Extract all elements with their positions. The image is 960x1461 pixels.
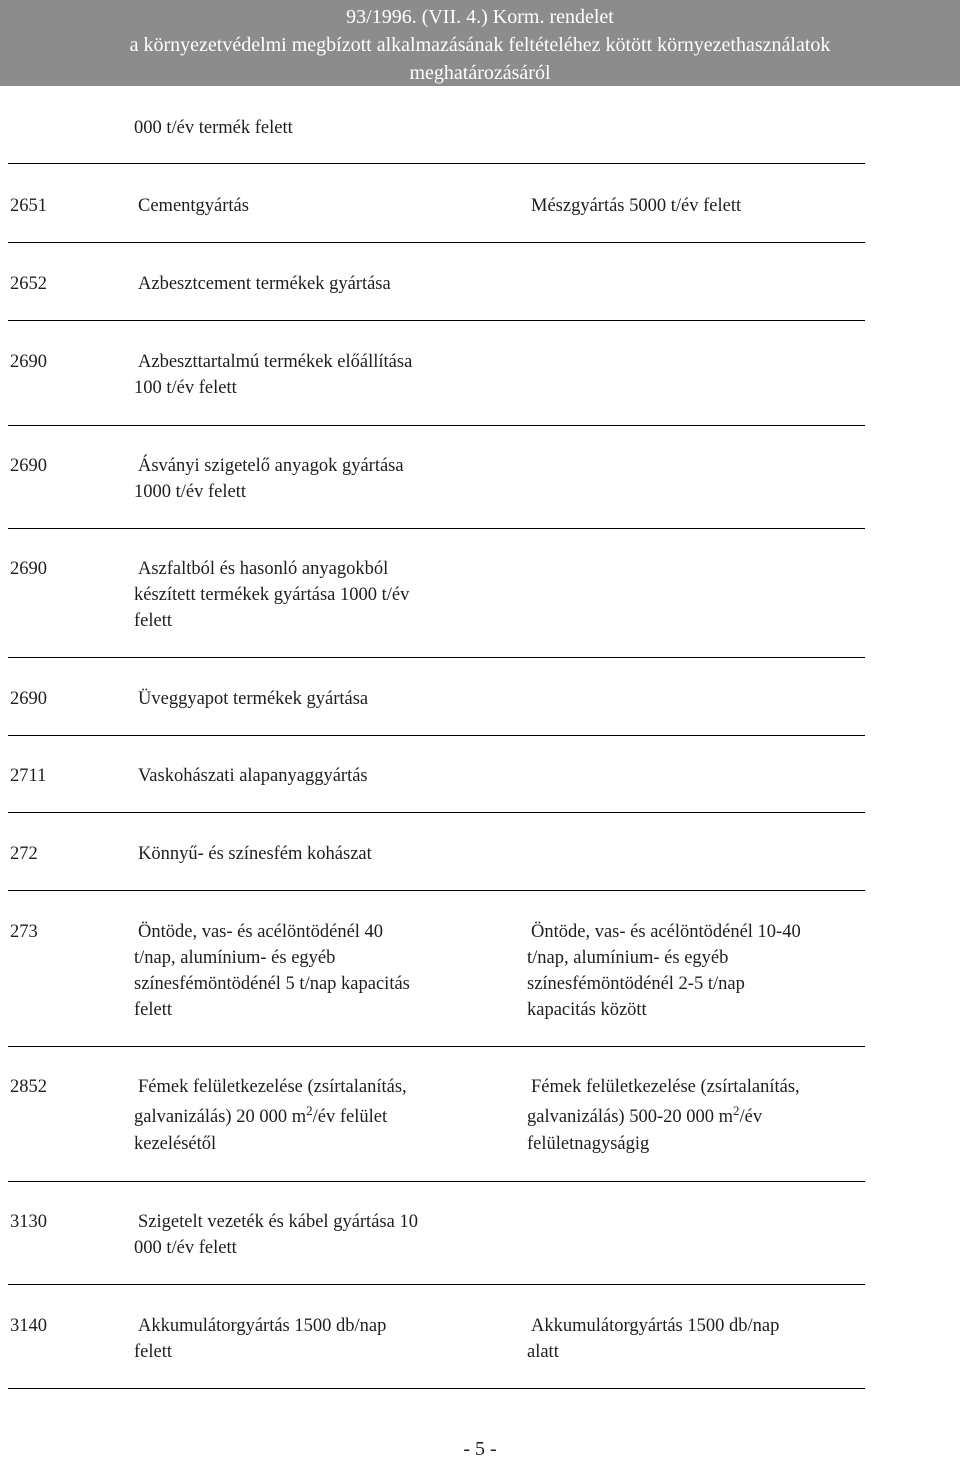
row-text: Öntöde, vas- és acélöntödénél 40 xyxy=(138,922,384,942)
divider xyxy=(8,242,865,243)
row-threshold-text: Mészgyártás 5000 t/év felett xyxy=(531,196,742,216)
divider xyxy=(8,1046,865,1047)
row-code: 2652 xyxy=(10,274,47,294)
row-text: kezelésétől xyxy=(134,1134,217,1154)
divider xyxy=(8,320,865,321)
row-text: Könnyű- és színesfém kohászat xyxy=(138,844,372,864)
header-line-1: 93/1996. (VII. 4.) Korm. rendelet xyxy=(346,6,614,28)
document-header xyxy=(0,0,960,86)
row-text: Fémek felületkezelése (zsírtalanítás, xyxy=(138,1077,407,1097)
row-code: 3130 xyxy=(10,1212,47,1232)
row-code: 2690 xyxy=(10,689,47,709)
row-threshold-text: alatt xyxy=(527,1342,559,1362)
divider xyxy=(8,890,865,891)
row-text: készített termékek gyártása 1000 t/év xyxy=(134,585,410,605)
row-threshold-text: t/nap, alumínium- és egyéb xyxy=(527,948,729,968)
row-text: Ásványi szigetelő anyagok gyártása xyxy=(138,456,404,476)
row-code: 2690 xyxy=(10,456,47,476)
divider xyxy=(8,528,865,529)
row-text: Cementgyártás xyxy=(138,196,249,216)
divider xyxy=(8,812,865,813)
row-code: 273 xyxy=(10,922,38,942)
row-text: Üveggyapot termékek gyártása xyxy=(138,689,369,709)
row-text: felett xyxy=(134,611,173,631)
row-text: színesfémöntödénél 5 t/nap kapacitás xyxy=(134,974,410,994)
page-number: - 5 - xyxy=(463,1438,497,1460)
row-text: felett xyxy=(134,1342,173,1362)
row-code: 3140 xyxy=(10,1316,47,1336)
divider xyxy=(8,425,865,426)
row-text: Vaskohászati alapanyaggyártás xyxy=(138,766,368,786)
row-code: 272 xyxy=(10,844,38,864)
row-text: Aszfaltból és hasonló anyagokból xyxy=(138,559,389,579)
row-threshold-text: kapacitás között xyxy=(527,1000,647,1020)
row-code: 2690 xyxy=(10,352,47,372)
divider xyxy=(8,1284,865,1285)
header-line-3: meghatározásáról xyxy=(409,62,551,84)
row-code: 2690 xyxy=(10,559,47,579)
row-threshold-text: színesfémöntödénél 2-5 t/nap xyxy=(527,974,745,994)
row-code: 2852 xyxy=(10,1077,47,1097)
row-code: 2651 xyxy=(10,196,47,216)
row-text: Azbesztcement termékek gyártása xyxy=(138,274,391,294)
row-threshold-text: Akkumulátorgyártás 1500 db/nap xyxy=(531,1316,780,1336)
row-code: 2711 xyxy=(10,766,47,786)
row-text-with-unit: galvanizálás) 20 000 $m^2/év$ felület xyxy=(134,1103,388,1127)
row-text: felett xyxy=(134,1000,173,1020)
row-text: 100 t/év felett xyxy=(134,378,237,398)
row-text: Szigetelt vezeték és kábel gyártása 10 xyxy=(138,1212,418,1232)
divider xyxy=(8,657,865,658)
row-threshold-text: felületnagyságig xyxy=(527,1134,650,1154)
row-threshold-text-with-unit: galvanizálás) 500-20 000 $m^2/év$ xyxy=(527,1103,763,1127)
row-threshold-text: Öntöde, vas- és acélöntödénél 10-40 xyxy=(531,922,801,942)
row-text: 000 t/év felett xyxy=(134,1238,237,1258)
row-text: Akkumulátorgyártás 1500 db/nap xyxy=(138,1316,387,1336)
row-threshold-text: Fémek felületkezelése (zsírtalanítás, xyxy=(531,1077,800,1097)
row-text: t/nap, alumínium- és egyéb xyxy=(134,948,336,968)
divider xyxy=(8,163,865,164)
divider xyxy=(8,1388,865,1389)
row-text: Azbeszttartalmú termékek előállítása xyxy=(138,352,413,372)
row-text: 1000 t/év felett xyxy=(134,482,246,502)
header-line-2: a környezetvédelmi megbízott alkalmazásának feltételéhez kötött környezethasználatok xyxy=(129,34,831,56)
divider xyxy=(8,735,865,736)
intro-text: 000 t/év termék felett xyxy=(134,118,293,138)
divider xyxy=(8,1181,865,1182)
